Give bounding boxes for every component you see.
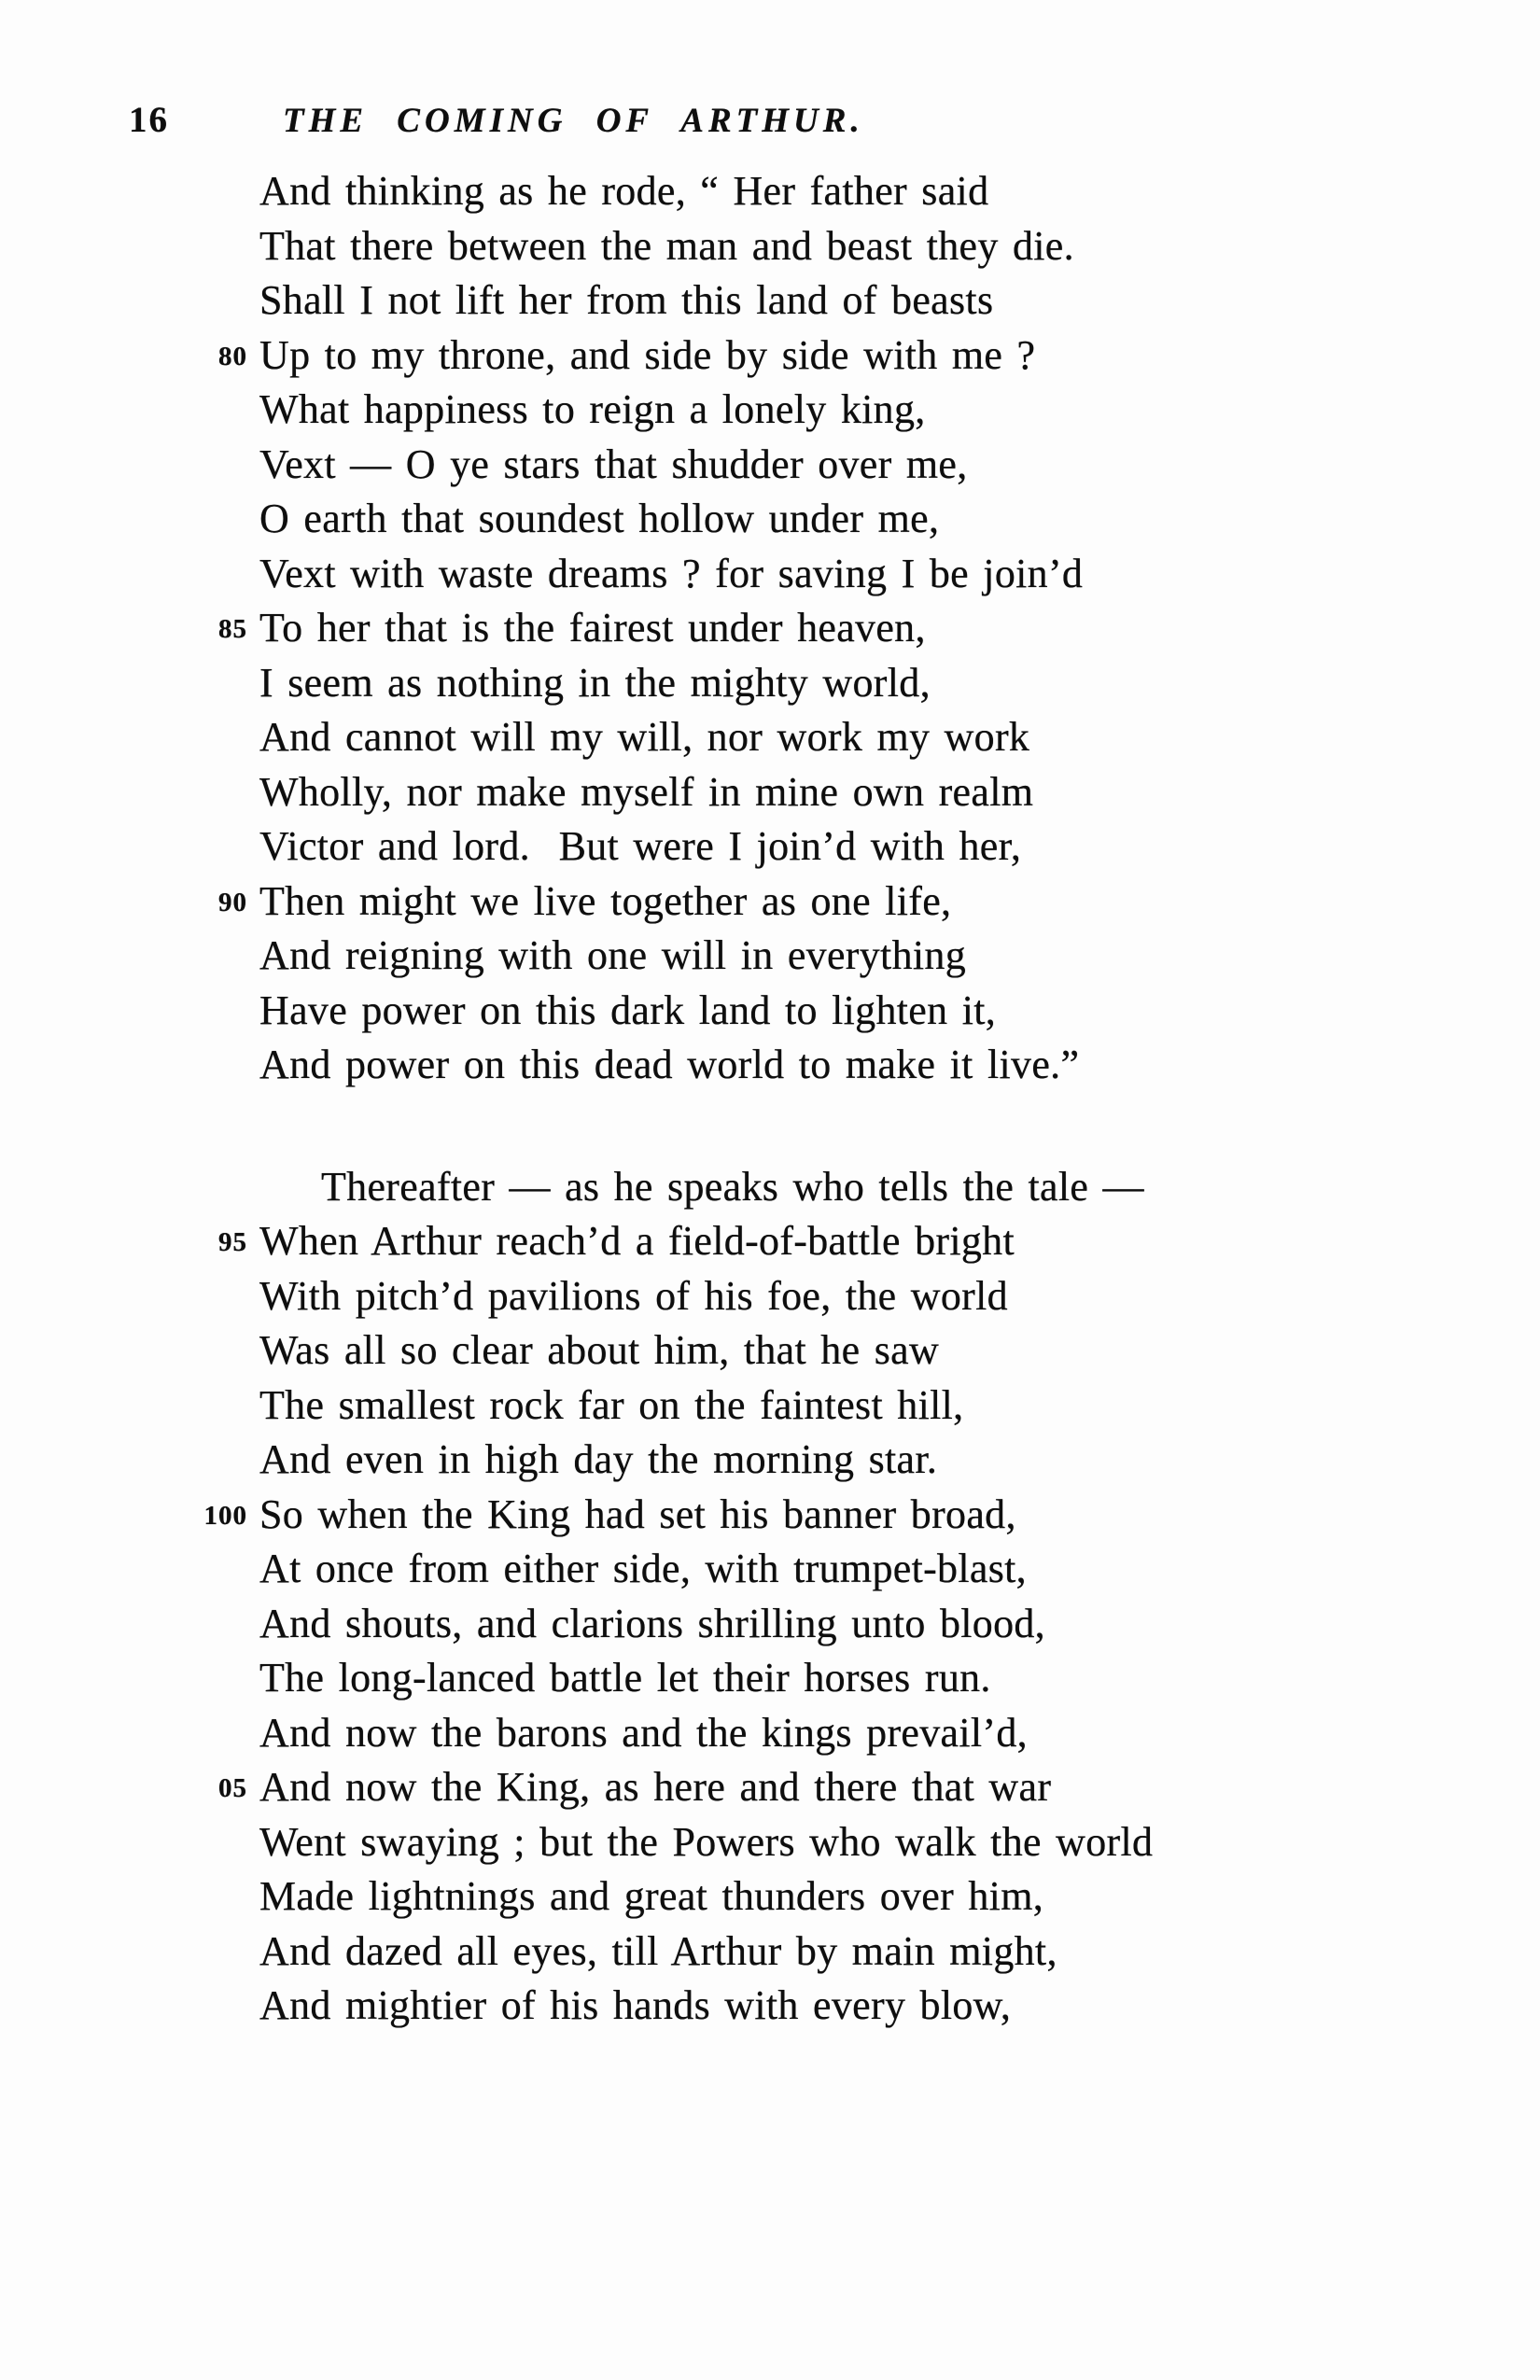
- poem-line: [0, 875, 1540, 930]
- poem-line-text: Vext with waste dreams ? for saving I be join’d: [259, 550, 1084, 596]
- poem-line-text: The smallest rock far on the faintest hill,: [259, 1381, 964, 1428]
- line-number: 80: [218, 341, 247, 371]
- poem-line: [0, 273, 1540, 329]
- poem-line: [0, 164, 1540, 219]
- poem-line: [0, 547, 1540, 602]
- poem-line: [0, 1433, 1540, 1488]
- poem-line: [0, 1869, 1540, 1925]
- poem-text: [0, 164, 1540, 2034]
- poem-line-text: And now the barons and the kings prevail’d,: [259, 1709, 1028, 1756]
- poem-line: [0, 1214, 1540, 1269]
- poem-line-text: Have power on this dark land to lighten it,: [259, 987, 997, 1033]
- line-number: 90: [218, 887, 247, 917]
- poem-line: [0, 929, 1540, 984]
- poem-line-text: Up to my throne, and side by side with me ?: [259, 331, 1036, 378]
- poem-line: [0, 1597, 1540, 1652]
- poem-line-text: When Arthur reach’d a field-of-battle bright: [259, 1218, 1015, 1264]
- poem-line: [0, 1706, 1540, 1761]
- poem-line: [0, 329, 1540, 384]
- poem-line-text: To her that is the fairest under heaven,: [259, 605, 926, 651]
- poem-line: [0, 710, 1540, 765]
- poem-line: [0, 1542, 1540, 1597]
- line-number: 95: [218, 1227, 247, 1257]
- poem-line-text: At once from either side, with trumpet-blast,: [259, 1546, 1027, 1591]
- poem-line: [0, 1488, 1540, 1543]
- poem-line-text: The long-lanced battle let their horses run.: [259, 1655, 991, 1701]
- poem-line: [0, 1269, 1540, 1324]
- poem-line: [0, 1815, 1540, 1870]
- poem-line-text: And shouts, and clarions shrilling unto blood,: [259, 1600, 1045, 1646]
- poem-line-text: And thinking as he rode, “ Her father said: [259, 168, 989, 214]
- poem-line: [0, 819, 1540, 875]
- poem-line: [0, 601, 1540, 656]
- poem-line-text: Then might we live together as one life,: [259, 877, 952, 924]
- poem-line-text: And cannot will my will, nor work my work: [259, 714, 1030, 760]
- poem-line-text: I seem as nothing in the mighty world,: [259, 659, 931, 706]
- poem-line-text: Vext — O ye stars that shudder over me,: [259, 441, 968, 487]
- poem-line: [0, 1651, 1540, 1706]
- poem-line: [0, 383, 1540, 438]
- poem-line-text: That there between the man and beast they die.: [259, 222, 1074, 269]
- poem-line-text: O earth that soundest hollow under me,: [259, 496, 940, 541]
- poem-line-text: And even in high day the morning star.: [259, 1436, 938, 1482]
- poem-line: [0, 1379, 1540, 1434]
- poem-line-text: Victor and lord. But were I join’d with her,: [259, 823, 1022, 869]
- poem-line-text: What happiness to reign a lonely king,: [259, 386, 926, 432]
- poem-line-text: Wholly, nor make myself in mine own realm: [259, 768, 1034, 815]
- poem-line-text: Shall I not lift her from this land of beasts: [259, 277, 994, 323]
- poem-line: [0, 1925, 1540, 1980]
- poem-line: [0, 1038, 1540, 1093]
- poem-line: [0, 219, 1540, 274]
- line-number: 85: [218, 614, 247, 644]
- poem-line: [0, 656, 1540, 711]
- poem-line: [0, 1323, 1540, 1379]
- poem-line-text: And now the King, as here and there that war: [259, 1764, 1052, 1810]
- line-number: 100: [203, 1500, 247, 1531]
- page-number: 16: [129, 100, 169, 140]
- poem-line-text: Went swaying ; but the Powers who walk the world: [259, 1818, 1154, 1865]
- poem-line-text: And mightier of his hands with every blow,: [259, 1982, 1012, 2028]
- poem-line-text: So when the King had set his banner broad,: [259, 1491, 1016, 1537]
- poem-line: [0, 1160, 1540, 1215]
- poem-line: [0, 438, 1540, 493]
- poem-line: [0, 984, 1540, 1039]
- poem-line-text: Made lightnings and great thunders over him,: [259, 1873, 1044, 1919]
- poem-line-text: Thereafter — as he speaks who tells the tale —: [321, 1163, 1144, 1210]
- poem-line-text: Was all so clear about him, that he saw: [259, 1327, 940, 1373]
- poem-line-text: And power on this dead world to make it live.”: [259, 1042, 1080, 1087]
- poem-line: [0, 492, 1540, 547]
- poem-line-text: And dazed all eyes, till Arthur by main might,: [259, 1927, 1057, 1974]
- poem-line-text: With pitch’d pavilions of his foe, the world: [259, 1272, 1008, 1319]
- poem-line: [0, 765, 1540, 820]
- poem-line: [0, 1979, 1540, 2034]
- poem-line-text: And reigning with one will in everything: [259, 932, 966, 978]
- poem-line: [0, 1760, 1540, 1815]
- running-title: THE COMING OF ARTHUR.: [283, 102, 864, 140]
- line-number: 05: [218, 1773, 247, 1803]
